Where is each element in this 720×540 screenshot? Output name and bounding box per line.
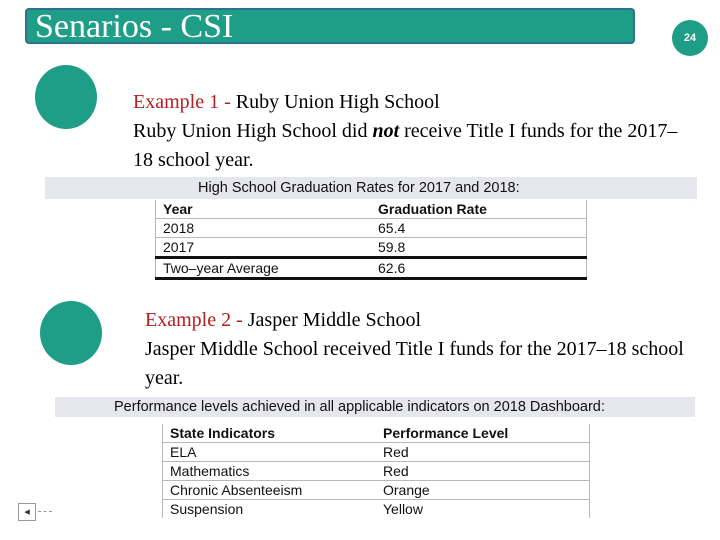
table-row bbox=[156, 219, 587, 238]
table-cell: Red bbox=[376, 462, 590, 481]
example-2-text bbox=[145, 306, 705, 393]
table-header-row bbox=[163, 424, 590, 443]
example-1-prefix: Example 1 - bbox=[133, 91, 236, 113]
table-row bbox=[156, 238, 587, 258]
table-header-cell: State Indicators bbox=[170, 425, 276, 441]
table-cell: 65.4 bbox=[371, 219, 587, 238]
bullet-circle-2 bbox=[40, 301, 102, 365]
performance-level-table bbox=[162, 424, 590, 518]
example-2-heading bbox=[145, 306, 705, 335]
table-cell: 62.6 bbox=[371, 258, 587, 279]
table-row bbox=[163, 481, 590, 500]
table-header-cell: Graduation Rate bbox=[378, 201, 487, 217]
example-1-body-end: receive Title I funds for the 2017–18 school year. bbox=[133, 120, 678, 171]
table-cell: Two–year Average bbox=[156, 258, 372, 279]
example-2-caption: Performance levels achieved in all applicable indicators on 2018 Dashboard: bbox=[55, 397, 695, 417]
example-2-body: Jasper Middle School received Title I funds for the 2017–18 school year. bbox=[145, 338, 684, 389]
table-cell: Red bbox=[376, 443, 590, 462]
table-cell: ELA bbox=[163, 443, 377, 462]
table-cell: 2017 bbox=[156, 238, 372, 258]
slide-title: Senarios - CSI bbox=[35, 8, 234, 45]
table-cell: Yellow bbox=[376, 500, 590, 519]
table-row bbox=[156, 258, 587, 279]
table-cell: 59.8 bbox=[371, 238, 587, 258]
table-row bbox=[163, 462, 590, 481]
example-1-school: Ruby Union High School bbox=[235, 91, 440, 113]
table-row bbox=[163, 500, 590, 519]
table-header-cell: Year bbox=[163, 201, 193, 217]
page-number-badge: 24 bbox=[672, 20, 708, 56]
example-1-body bbox=[133, 117, 693, 175]
table-cell: Chronic Absenteeism bbox=[163, 481, 377, 500]
example-1-body-start: Ruby Union High School did bbox=[133, 120, 373, 142]
table-row bbox=[163, 443, 590, 462]
example-2-school: Jasper Middle School bbox=[247, 309, 422, 331]
table-cell: Orange bbox=[376, 481, 590, 500]
nav-divider bbox=[38, 511, 52, 512]
example-2-prefix: Example 2 - bbox=[145, 309, 248, 331]
table-header-cell: Performance Level bbox=[383, 425, 509, 441]
example-1-text bbox=[133, 88, 693, 175]
example-1-body-emphasis: not bbox=[372, 120, 400, 142]
table-cell: Suspension bbox=[163, 500, 377, 519]
graduation-rate-table bbox=[155, 200, 587, 280]
example-1-heading bbox=[133, 88, 693, 117]
speaker-icon[interactable]: ◂ bbox=[18, 503, 36, 521]
example-1-caption: High School Graduation Rates for 2017 and 2018: bbox=[45, 177, 697, 199]
table-cell: Mathematics bbox=[163, 462, 377, 481]
title-bar bbox=[25, 8, 635, 44]
table-header-row bbox=[156, 200, 587, 219]
table-cell: 2018 bbox=[156, 219, 372, 238]
bullet-circle-1 bbox=[35, 65, 97, 129]
